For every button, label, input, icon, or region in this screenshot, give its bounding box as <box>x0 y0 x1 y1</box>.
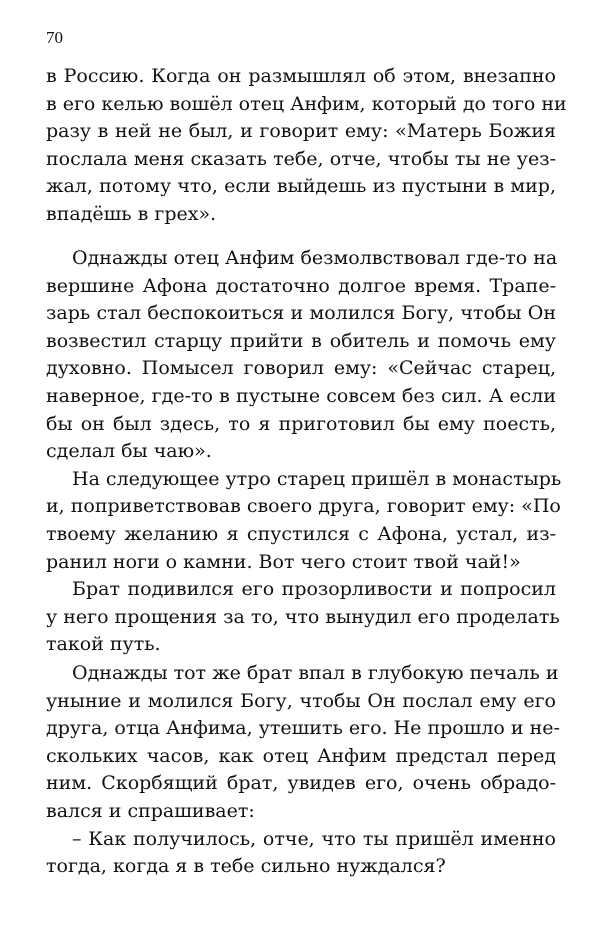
text-line: наверное, где-то в пустыне совсем без сил. А если <box>46 384 556 407</box>
text-line: зарь стал беспокоиться и молился Богу, чтобы Он <box>46 302 556 325</box>
paragraph <box>46 826 556 881</box>
text-line: жал, потому что, если выйдешь из пустыни в мир, <box>46 175 556 198</box>
text-line: послала меня сказать тебе, отче, чтобы ты не уез- <box>46 147 556 170</box>
text-line: ранил ноги о камни. Вот чего стоит твой чай!» <box>46 550 521 573</box>
text-line: Однажды тот же брат впал в глубокую печаль и <box>72 662 559 684</box>
text-line: и, поприветствовав своего друга, говорит ему: «По <box>46 495 561 518</box>
paragraph <box>46 576 560 659</box>
text-line: в Россию. Когда он размышлял об этом, внезапно <box>46 65 556 87</box>
paragraph <box>46 63 567 229</box>
text-line: вался и спрашивает: <box>46 799 255 822</box>
text-line: такой путь. <box>46 633 161 656</box>
text-block-trapezar-story <box>46 245 562 659</box>
text-line: друга, отца Анфима, утешить его. Не прошло и не- <box>46 717 560 740</box>
page-number: 70 <box>46 28 63 47</box>
paragraph <box>46 466 562 576</box>
text-line: Брат подивился его прозорливости и попросил <box>72 578 556 601</box>
text-line: ним. Скорбящий брат, увидев его, очень обрадо- <box>46 772 556 795</box>
paragraph <box>46 245 556 466</box>
text-line: сделал бы чаю». <box>46 440 212 463</box>
text-line: уныние и молился Богу, чтобы Он послал ему его <box>46 689 556 712</box>
text-line: впадёшь в грех». <box>46 202 217 225</box>
text-line: – Как получилось, отче, что ты пришёл именно <box>72 827 556 850</box>
text-line: тогда, когда я в тебе сильно нуждался? <box>46 855 446 878</box>
text-line: разу в ней не был, и говорит ему: «Матерь Божия <box>46 120 556 143</box>
text-line: твоему желанию я спустился с Афона, устал, из- <box>46 522 556 545</box>
text-line: скольких часов, как отец Анфим предстал перед <box>46 744 556 767</box>
text-line: возвестил старцу прийти в обитель и помочь ему <box>46 329 556 352</box>
text-line: в его келью вошёл отец Анфим, который до того ни <box>46 92 567 115</box>
paragraph <box>46 660 560 826</box>
text-line: Однажды отец Анфим безмолвствовал где-то на <box>72 247 558 269</box>
text-line: бы он был здесь, то я приготовил бы ему поесть, <box>46 412 556 435</box>
text-line: у него прощения за то, что вынудил его проделать <box>46 605 560 628</box>
text-block-continuation <box>46 63 567 229</box>
text-line: вершине Афона достаточно долгое время. Трапе- <box>46 274 556 297</box>
text-block-sorrow-story <box>46 660 560 881</box>
text-line: духовно. Помысел говорил ему: «Сейчас старец, <box>46 357 556 380</box>
text-line: На следующее утро старец пришёл в монастырь <box>72 467 562 490</box>
